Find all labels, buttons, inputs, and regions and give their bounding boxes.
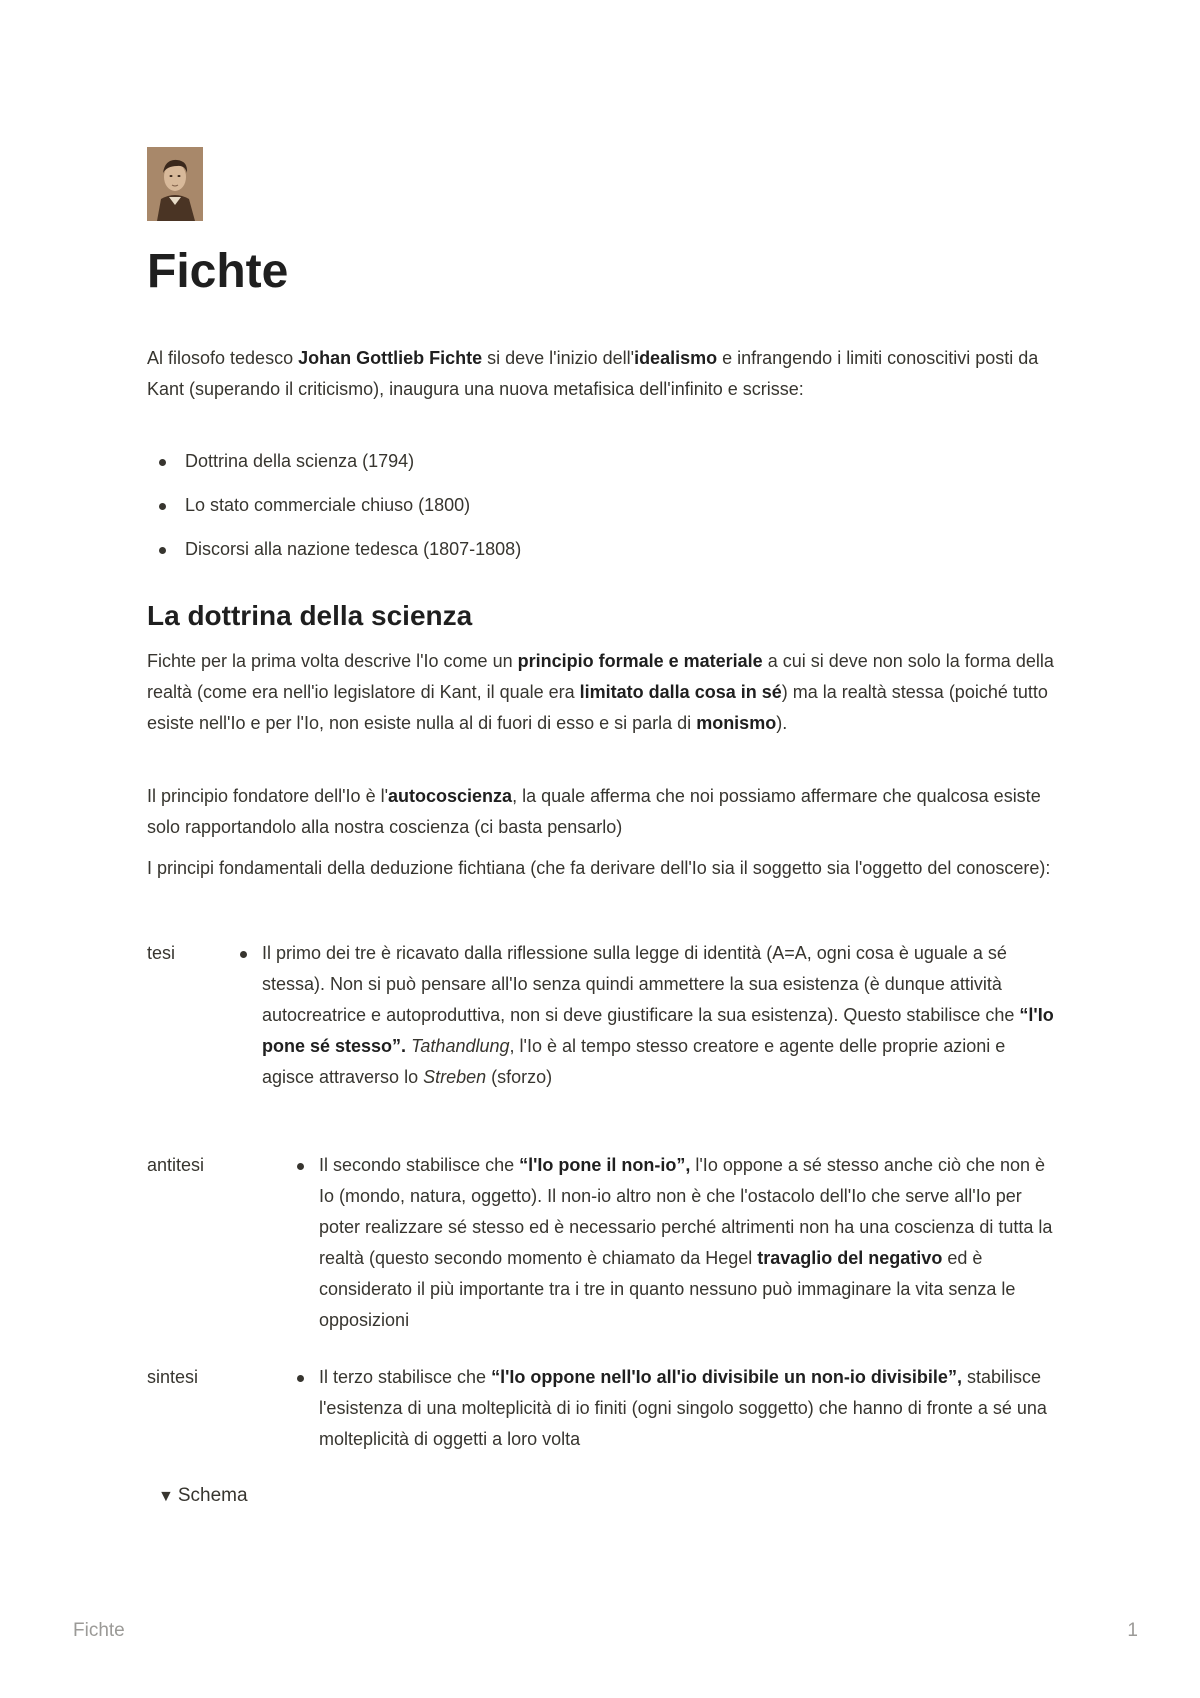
definition-text: l'Io oppone a sé stesso anche ciò che non è Io (mondo, natura, oggetto). Il non-io altro non è che l'ostacolo dell'Io che serve all'Io per poter realizzare sé stesso ed è necessario perché altrimenti non ha una coscienza di tutta la realtà (questo secondo momento è chiamato da Hegel (319, 1155, 1053, 1268)
definition-text: Il secondo stabilisce che (319, 1155, 520, 1175)
page-title: Fichte (147, 245, 289, 298)
term-antitesi: antitesi (147, 1155, 205, 1175)
definition-text: Il primo dei tre è ricavato dalla riflessione sulla legge di identità (A=A, ogni cosa è uguale a sé stessa). Non si può pensare all'Io senza quindi ammettere la sua esistenza (è dunque attività autocreatrice e autoproduttiva, non si deve giustificare la sua esistenza). Questo stabilisce che (262, 943, 1020, 1025)
paragraph-bold: monismo (696, 713, 777, 733)
bullet-icon (240, 951, 247, 958)
fichte-portrait (147, 147, 203, 221)
paragraph-text: a cui si deve non solo la forma della realtà (come era nell'io legislatore di Kant, il quale era (147, 651, 1054, 702)
term-sintesi: sintesi (147, 1367, 199, 1387)
definition-bold: “l'Io oppone nell'Io all'io divisibile un non-io divisibile”, (491, 1367, 962, 1387)
portrait-image (147, 147, 203, 221)
definition-tesi (262, 938, 1062, 1093)
list-item: Lo stato commerciale chiuso (1800) (147, 490, 521, 534)
paragraph-autocoscienza (147, 781, 1067, 843)
term-tesi: tesi (147, 943, 176, 963)
intro-bold: idealismo (634, 348, 718, 368)
definition-antitesi (319, 1150, 1064, 1336)
toggle-label: Schema (177, 1485, 248, 1506)
paragraph-bold: autocoscienza (388, 786, 513, 806)
intro-text: si deve l'inizio dell' (482, 348, 635, 368)
definition-text: ed è considerato il più importante tra i tre in quanto nessuno può immaginare la vita senza le opposizioni (319, 1248, 1016, 1330)
footer-title: Fichte (73, 1620, 125, 1641)
schema-toggle[interactable] (158, 1480, 248, 1512)
section-heading: La dottrina della scienza (147, 600, 473, 631)
intro-text: Al filosofo tedesco (147, 348, 299, 368)
paragraph-text: , la quale afferma che noi possiamo affermare che qualcosa esiste solo rapportandolo alla nostra coscienza (ci basta pensarlo) (147, 786, 1041, 837)
paragraph-bold: principio formale e materiale (517, 651, 763, 671)
definition-bold: “l'Io pone sé stesso”. (262, 1005, 1054, 1056)
definition-text: stabilisce l'esistenza di una molteplicità di io finiti (ogni singolo soggetto) che hanno di fronte a sé una molteplicità di oggetti a loro volta (319, 1367, 1047, 1449)
definition-text: Il terzo stabilisce che (319, 1367, 492, 1387)
definition-italic: Streben (423, 1067, 487, 1087)
paragraph-text: ) ma la realtà stessa (poiché tutto esiste nell'Io e per l'Io, non esiste nulla al di fuori di esso e si parla di (147, 682, 1048, 733)
definition-sintesi (319, 1362, 1064, 1455)
triangle-down-icon: ▼ (158, 1488, 174, 1505)
intro-text: e infrangendo i limiti conoscitivi posti da Kant (superando il criticismo), inaugura una nuova metafisica dell'infinito e scrisse: (147, 348, 1039, 399)
definition-bold: travaglio del negativo (757, 1248, 943, 1268)
definition-bold: “l'Io pone il non-io”, (519, 1155, 691, 1175)
paragraph-io (147, 646, 1067, 739)
bullet-icon (297, 1375, 304, 1382)
paragraph-bold: limitato dalla cosa in sé (579, 682, 782, 702)
list-item: Discorsi alla nazione tedesca (1807-1808) (147, 534, 521, 578)
paragraph-text: ). (776, 713, 788, 733)
works-list (147, 446, 521, 578)
paragraph-principi: I principi fondamentali della deduzione fichtiana (che fa derivare dell'Io sia il soggetto sia l'oggetto del conoscere): (147, 858, 1051, 878)
paragraph-text: Fichte per la prima volta descrive l'Io come un (147, 651, 518, 671)
definition-text: , l'Io è al tempo stesso creatore e agente delle proprie azioni e agisce attraverso lo (262, 1036, 1006, 1087)
bullet-icon (297, 1163, 304, 1170)
page-number: 1 (1127, 1620, 1138, 1641)
definition-text: (sforzo) (486, 1067, 553, 1087)
intro-bold: Johan Gottlieb Fichte (298, 348, 483, 368)
paragraph-text: Il principio fondatore dell'Io è l' (147, 786, 389, 806)
intro-paragraph (147, 343, 1067, 405)
definition-italic: Tathandlung (411, 1036, 510, 1056)
list-item: Dottrina della scienza (1794) (147, 446, 521, 490)
